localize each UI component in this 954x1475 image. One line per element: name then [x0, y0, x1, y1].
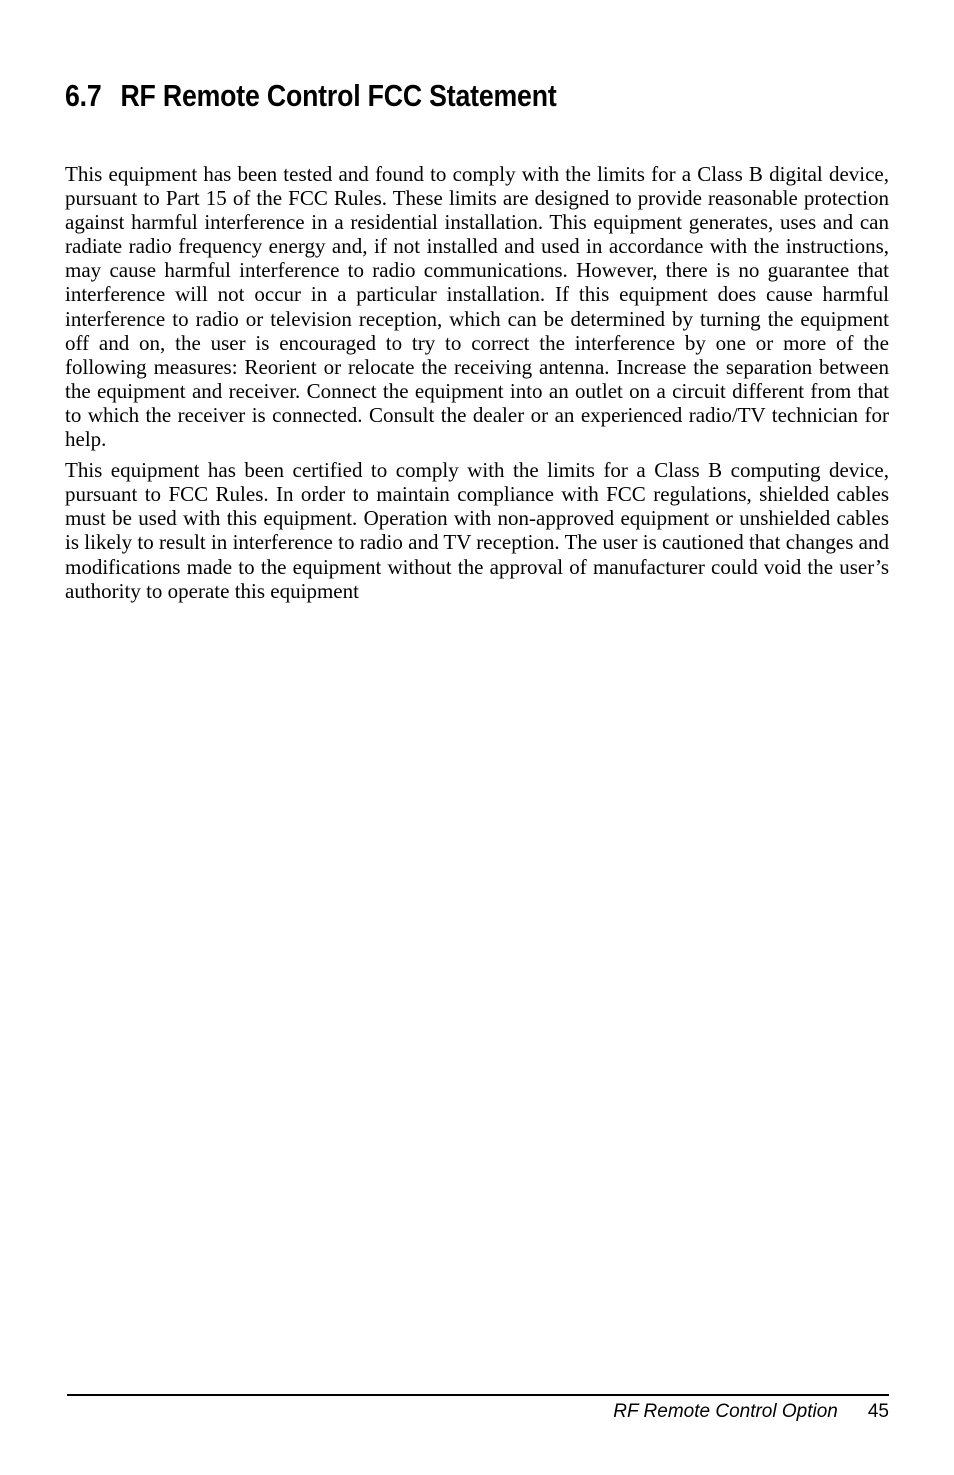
section-number: 6.7: [65, 78, 102, 113]
page-number: 45: [867, 1401, 889, 1422]
body-text: [65, 162, 889, 610]
section-heading: [65, 76, 557, 116]
paragraph-1: This equipment has been tested and found to comply with the limits for a Class B digital device, pursuant to Part 15 of the FCC Rules. These limits are designed to provide reasonable protection against harmful interference in a residential installation. This equipment generates, uses and can radiate radio frequency energy and, if not installed and used in accordance with the instructions, may cause harmful interference to radio communications. However, there is no guarantee that interference will not occur in a particular installation. If this equipment does cause harmful interference to radio or television reception, which can be determined by turning the equipment off and on, the user is encouraged to try to correct the interference by one or more of the following measures: Reorient or relocate the receiving antenna. Increase the separation between the equipment and receiver. Connect the equipment into an outlet on a circuit different from that to which the receiver is connected. Consult the dealer or an experienced radio/TV technician for help.: [65, 162, 889, 452]
page-footer: [613, 1401, 889, 1423]
paragraph-2: This equipment has been certified to comply with the limits for a Class B computing device, pursuant to FCC Rules. In order to maintain compliance with FCC regulations, shielded cables must be used with this equipment. Operation with non-approved equipment or unshielded cables is likely to result in interference to radio and TV reception. The user is cautioned that changes and modifications made to the equipment without the approval of manufacturer could void the user’s authority to operate this equipment: [65, 458, 889, 603]
footer-divider: [67, 1394, 889, 1396]
footer-chapter-title: RF Remote Control Option: [613, 1401, 838, 1422]
section-title: RF Remote Control FCC Statement: [120, 78, 557, 113]
